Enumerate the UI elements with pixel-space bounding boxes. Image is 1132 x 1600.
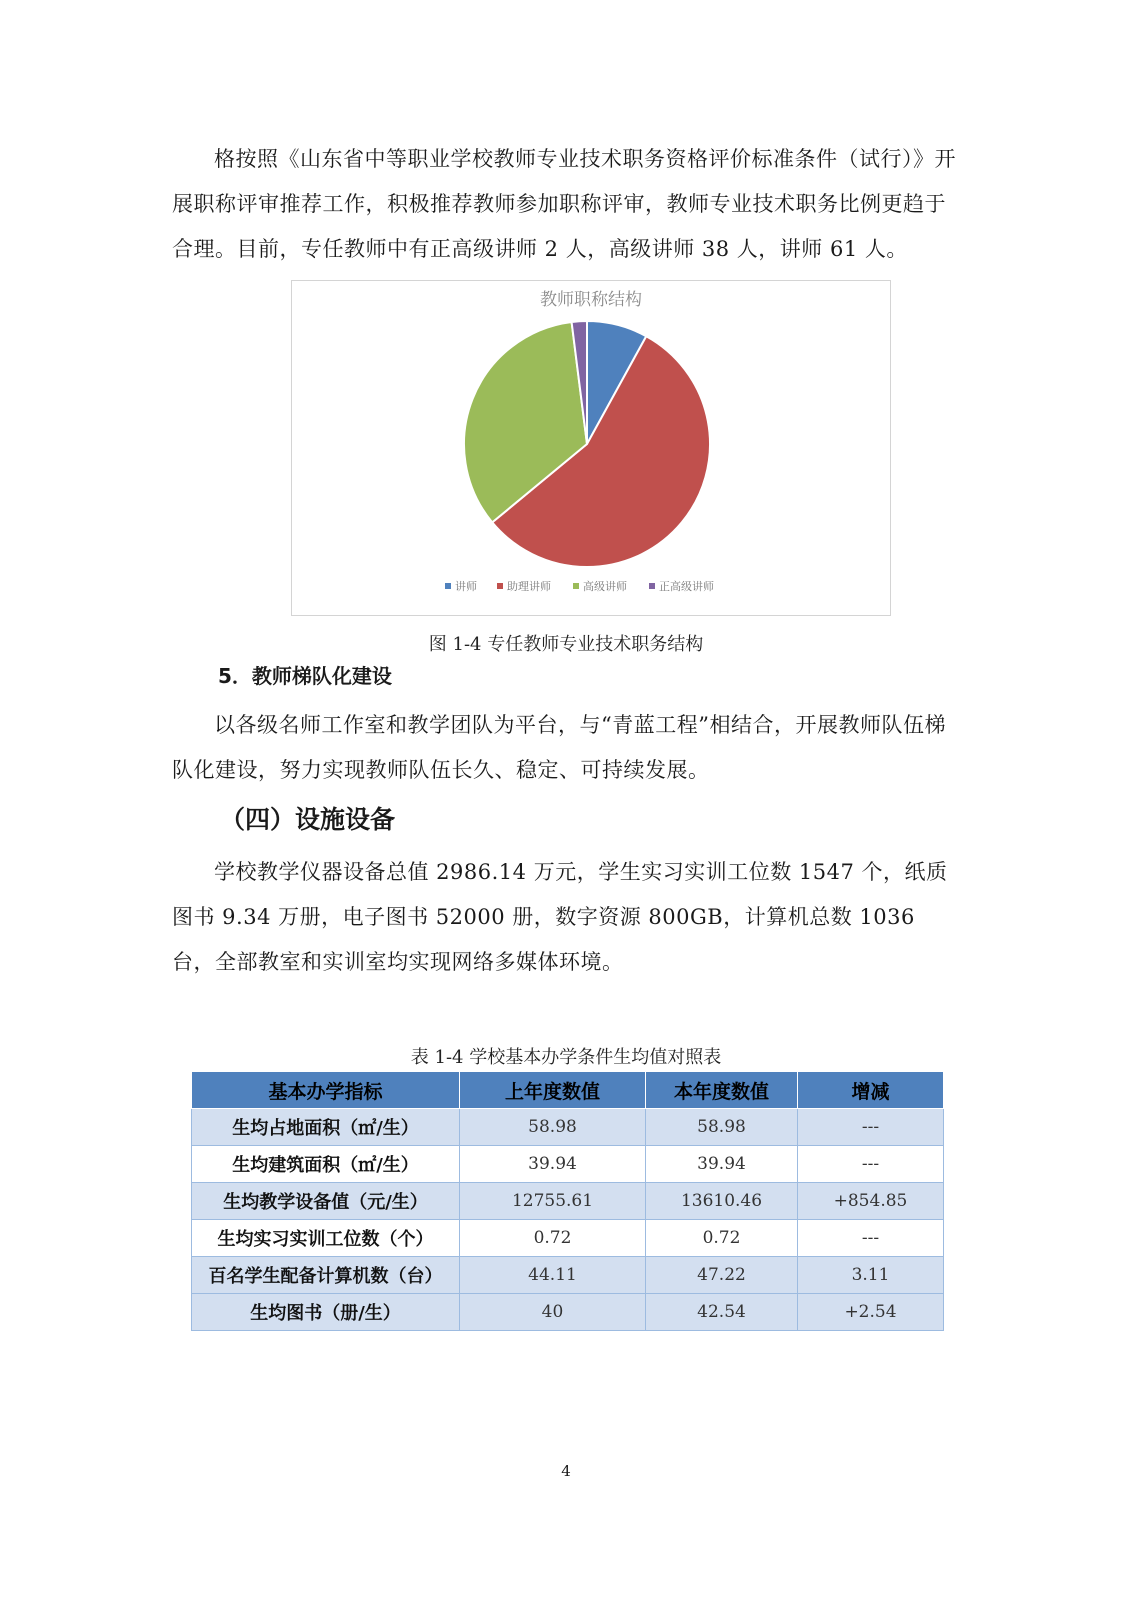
- table-row: [192, 1257, 944, 1294]
- cell-change: ---: [798, 1220, 944, 1257]
- pie-chart: [292, 281, 890, 615]
- table-row: [192, 1109, 944, 1146]
- table-header-row: [192, 1072, 944, 1109]
- paragraph-team-building: 以各级名师工作室和教学团队为平台，与“青蓝工程”相结合，开展教师队伍梯队化建设，努力实现教师队伍长久、稳定、可持续发展。: [172, 713, 946, 782]
- chart-title: 教师职称结构: [540, 290, 642, 310]
- cell-last-year: 40: [460, 1294, 646, 1331]
- row-label: 生均占地面积（㎡/生）: [192, 1109, 460, 1146]
- table-row: [192, 1294, 944, 1331]
- header-last-year: 上年度数值: [460, 1072, 646, 1109]
- cell-this-year: 39.94: [646, 1146, 798, 1183]
- table-caption: 表 1-4 学校基本办学条件生均值对照表: [410, 1047, 722, 1068]
- cell-change: 3.11: [798, 1257, 944, 1294]
- cell-change: ---: [798, 1109, 944, 1146]
- legend-label-2: 助理讲师: [507, 580, 551, 593]
- pie-chart-figure: [291, 280, 891, 616]
- table-row: [192, 1220, 944, 1257]
- table-row: [192, 1146, 944, 1183]
- chart-legend: [445, 579, 714, 593]
- legend-swatch-2: [497, 583, 503, 589]
- legend-label-4: 正高级讲师: [659, 580, 714, 593]
- pie-slices: [464, 321, 710, 567]
- page-number: 4: [561, 1462, 571, 1480]
- legend-swatch-3: [573, 583, 579, 589]
- cell-last-year: 0.72: [460, 1220, 646, 1257]
- legend-label-3: 高级讲师: [583, 580, 627, 593]
- row-label: 生均图书（册/生）: [192, 1294, 460, 1331]
- cell-this-year: 13610.46: [646, 1183, 798, 1220]
- legend-label-1: 讲师: [455, 580, 477, 593]
- cell-change: ---: [798, 1146, 944, 1183]
- paragraph-facilities: 学校教学仪器设备总值 2986.14 万元，学生实习实训工位数 1547 个，纸质图书 9.34 万册，电子图书 52000 册，数字资源 800GB，计算机总数 1036 台，全部教室和实训室均实现网络多媒体环境。: [172, 860, 948, 974]
- cell-this-year: 58.98: [646, 1109, 798, 1146]
- cell-change: +854.85: [798, 1183, 944, 1220]
- table-row: [192, 1183, 944, 1220]
- header-indicator: 基本办学指标: [192, 1072, 460, 1109]
- row-label: 生均实习实训工位数（个）: [192, 1220, 460, 1257]
- row-label: 生均建筑面积（㎡/生）: [192, 1146, 460, 1183]
- legend-swatch-1: [445, 583, 451, 589]
- row-label: 百名学生配备计算机数（台）: [192, 1257, 460, 1294]
- header-this-year: 本年度数值: [646, 1072, 798, 1109]
- header-change: 增减: [798, 1072, 944, 1109]
- row-label: 生均教学设备值（元/生）: [192, 1183, 460, 1220]
- cell-last-year: 58.98: [460, 1109, 646, 1146]
- conditions-table: [191, 1071, 944, 1331]
- cell-last-year: 44.11: [460, 1257, 646, 1294]
- figure-caption: 图 1-4 专任教师专业技术职务结构: [428, 634, 704, 655]
- cell-last-year: 39.94: [460, 1146, 646, 1183]
- cell-this-year: 0.72: [646, 1220, 798, 1257]
- cell-this-year: 47.22: [646, 1257, 798, 1294]
- cell-last-year: 12755.61: [460, 1183, 646, 1220]
- section-heading-5: 5．教师梯队化建设: [218, 664, 392, 688]
- legend-swatch-4: [649, 583, 655, 589]
- cell-change: +2.54: [798, 1294, 944, 1331]
- paragraph-title-evaluation: 格按照《山东省中等职业学校教师专业技术职务资格评价标准条件（试行）》开展职称评审推荐工作，积极推荐教师参加职称评审，教师专业技术职务比例更趋于合理。目前，专任教师中有正高级讲师 2 人，高级讲师 38 人，讲师 61 人。: [172, 147, 956, 261]
- cell-this-year: 42.54: [646, 1294, 798, 1331]
- section-heading-facilities: （四）设施设备: [220, 805, 396, 834]
